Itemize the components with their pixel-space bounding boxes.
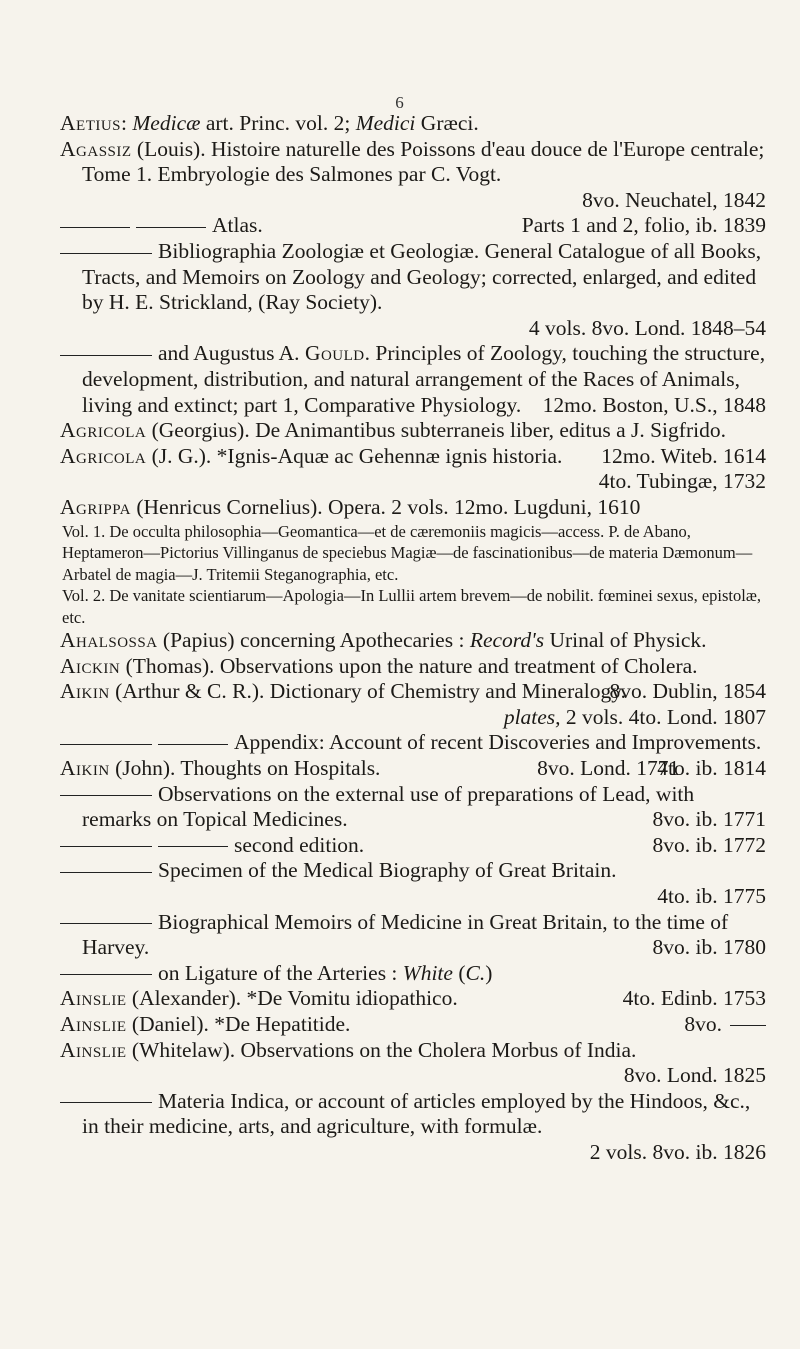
author: Ainslie [60, 1037, 127, 1062]
entry-agricola-jg: Agricola (J. G.). *Ignis-Aquæ ac Gehennæ ignis historia. 4to. Tubingæ, 1732 [60, 443, 766, 494]
author: Agricola [60, 418, 147, 443]
entry-aikin-second-edition: second edition. 8vo. ib. 1772 [60, 833, 766, 859]
imprint: 8vo. ib. 1780 [652, 935, 766, 960]
imprint: Parts 1 and 2, folio, ib. 1839 [521, 213, 766, 238]
imprint: 4to. ib. 1814 [657, 755, 766, 780]
entry-agrippa-vol2: Vol. 2. De vanitate scientiarum—Apologia—In Lullii artem brevem—de nobilit. fœminei sexus, epistolæ, etc. [62, 586, 761, 627]
entry-aikin-ligature: on Ligature of the Arteries : White (C.) [60, 961, 766, 987]
imprint: 8vo. ib. 1771 [652, 807, 766, 832]
author: Aikin [60, 679, 110, 704]
ditto-dash [136, 227, 206, 228]
entry-aikin-specimen: Specimen of the Medical Biography of Great Britain. 4to. ib. 1775 [60, 858, 766, 909]
ditto-dash [730, 1025, 766, 1026]
bibliography-list [60, 111, 766, 1165]
imprint: 8vo. Lond. 1771 [537, 755, 680, 780]
author: Agricola [60, 443, 147, 468]
entry-agrippa-vol1: Vol. 1. De occulta philosophia—Geomantica—et de cæremoniis magicis—access. P. de Abano, Heptameron—Pictorius Villinganus de speciebus Magiæ—de fascinationibus—de materia Dæmonum—Arbatel de magia—J. Tritemii Steganographia, etc. [62, 521, 753, 584]
author: Aikin [60, 755, 110, 780]
entry-ainslie-materia: Materia Indica, or account of articles employed by the Hindoos, &c., in their medicine, arts, and agriculture, with formulæ. 2 vols. 8vo. ib. 1826 [60, 1089, 766, 1166]
entry-aickin: Aickin (Thomas). Observations upon the nature and treatment of Cholera. 8vo. Dublin, 1854 [60, 653, 766, 704]
ditto-dash [60, 1102, 152, 1103]
imprint: 8vo. Neuchatel, 1842 [582, 187, 766, 212]
entry-ainslie-daniel: Ainslie (Daniel). *De Hepatitide. 8vo. [60, 1012, 766, 1038]
ditto-dash [60, 974, 152, 975]
author: Aetius [60, 111, 122, 135]
entry-agassiz-atlas: Atlas. Parts 1 and 2, folio, ib. 1839 [60, 213, 766, 239]
entry-agassiz-bibliographia: Bibliographia Zoologiæ et Geologiæ. General Catalogue of all Books, Tracts, and Memoirs on Zoology and Geology; corrected, enlarged, and edited by H. E. Strickland, (Ray Society). 4 vols. 8vo. Lond. 1848–54 [60, 239, 766, 341]
author: Agrippa [60, 494, 131, 519]
author: Agassiz [60, 136, 132, 161]
entry-aikin-arthur: Aikin (Arthur & C. R.). Dictionary of Chemistry and Mineralogy. plates, 2 vols. 4to. Lond. 1807 [60, 679, 766, 729]
imprint: 12mo. Boston, U.S., 1848 [542, 392, 766, 417]
author: Aickin [60, 653, 121, 678]
ditto-dash [60, 795, 152, 796]
imprint: 4to. ib. 1775 [657, 883, 766, 908]
entry-aikin-appendix: Appendix: Account of recent Discoveries and Improvements. 4to. ib. 1814 [60, 730, 766, 756]
ditto-dash [60, 253, 152, 254]
imprint: plates, 2 vols. 4to. Lond. 1807 [503, 704, 766, 729]
entry-ainslie-whitelaw: Ainslie (Whitelaw). Observations on the Cholera Morbus of India. 8vo. Lond. 1825 [60, 1037, 766, 1088]
entry-aetius: Aetius: Medicæ art. Princ. vol. 2; Medici Græci. [60, 111, 479, 135]
imprint: 4to. Edinb. 1753 [622, 986, 766, 1011]
page-number: 6 [395, 93, 405, 112]
ditto-dash [158, 846, 228, 847]
imprint: 4 vols. 8vo. Lond. 1848–54 [528, 315, 766, 340]
ditto-dash [60, 923, 152, 924]
ditto-dash [60, 744, 152, 745]
entry-agassiz-histoire: Agassiz (Louis). Histoire naturelle des Poissons d'eau douce de l'Europe centrale; Tome 1. Embryologie des Salmones par C. Vogt. 8vo. Neuchatel, 1842 [60, 136, 766, 212]
ditto-dash [60, 227, 130, 228]
author: Ahalsossa [60, 628, 158, 652]
imprint: 8vo. [706, 1012, 766, 1038]
author: Ainslie [60, 986, 127, 1011]
imprint: 4to. Tubingæ, 1732 [598, 469, 766, 494]
imprint: 8vo. ib. 1772 [652, 832, 766, 857]
ditto-dash [60, 872, 152, 873]
entry-agassiz-gould: and Augustus A. Gould. Principles of Zoology, touching the structure, development, distribution, and natural arrangement of the Races of Animals, living and extinct; part 1, Comparative Physiology. 12mo. Boston, U.S., 1848 [60, 341, 766, 418]
entry-agrippa: Agrippa (Henricus Cornelius). Opera. 2 vols. 12mo. Lugduni, 1610 [60, 494, 641, 519]
ditto-dash [60, 355, 152, 356]
imprint: 8vo. Lond. 1825 [623, 1063, 766, 1088]
author: Ainslie [60, 1011, 127, 1036]
entry-agricola-georgius: Agricola (Georgius). De Animantibus subterraneis liber, editus a J. Sigfrido. 12mo. Witeb. 1614 [60, 418, 766, 468]
entry-aikin-john: Aikin (John). Thoughts on Hospitals. 8vo. Lond. 1771 [60, 755, 680, 780]
imprint: 2 vols. 8vo. ib. 1826 [589, 1139, 766, 1164]
ditto-dash [60, 846, 152, 847]
imprint: 12mo. Witeb. 1614 [601, 443, 766, 468]
entry-ahalsossa: Ahalsossa (Papius) concerning Apothecaries : Record's Urinal of Physick. [60, 628, 707, 652]
entry-aikin-observations: Observations on the external use of preparations of Lead, with remarks on Topical Medicines. 8vo. ib. 1771 [60, 782, 766, 833]
ditto-dash [158, 744, 228, 745]
entry-ainslie-alexander: Ainslie (Alexander). *De Vomitu idiopathico. 4to. Edinb. 1753 [60, 986, 766, 1011]
entry-aikin-memoirs: Biographical Memoirs of Medicine in Great Britain, to the time of Harvey. 8vo. ib. 1780 [60, 910, 766, 961]
imprint: 8vo. Dublin, 1854 [609, 679, 766, 704]
